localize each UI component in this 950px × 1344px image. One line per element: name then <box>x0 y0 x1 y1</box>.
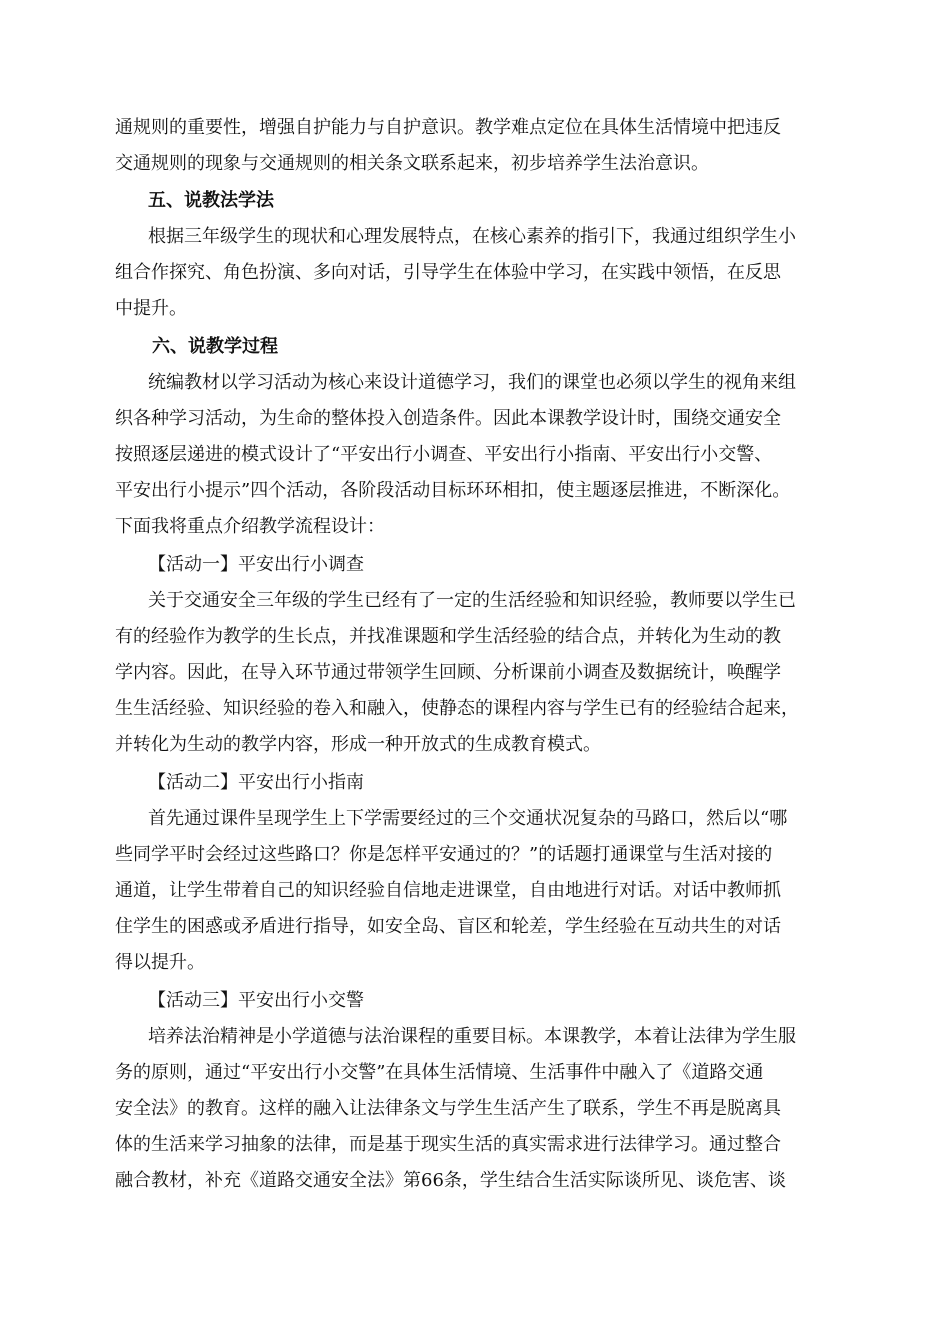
body-text-line: 培养法治精神是小学道德与法治课程的重要目标。本课教学，本着让法律为学生服 <box>148 1026 796 1047</box>
body-text-line: 通规则的重要性，增强自护能力与自护意识。教学难点定位在具体生活情境中把违反 <box>115 117 781 138</box>
body-text-line: 学内容。因此，在导入环节通过带领学生回顾、分析课前小调查及数据统计，唤醒学 <box>115 662 781 683</box>
body-text-line: 体的生活来学习抽象的法律，而是基于现实生活的真实需求进行法律学习。通过整合 <box>115 1134 781 1155</box>
body-text-line: 些同学平时会经过这些路口？你是怎样平安通过的？”的话题打通课堂与生活对接的 <box>115 844 773 865</box>
body-text-line: 按照逐层递进的模式设计了“平安出行小调查、平安出行小指南、平安出行小交警、 <box>115 444 773 465</box>
body-text-line: 首先通过课件呈现学生上下学需要经过的三个交通状况复杂的马路口，然后以“哪 <box>148 808 788 829</box>
body-text-line: 得以提升。 <box>115 952 205 973</box>
body-text-line: 中提升。 <box>115 298 187 319</box>
body-text-line: 安全法》的教育。这样的融入让法律条文与学生生活产生了联系，学生不再是脱离具 <box>115 1098 781 1119</box>
body-text-line: 生生活经验、知识经验的卷入和融入，使静态的课程内容与学生已有的经验结合起来， <box>115 698 799 719</box>
body-text-line: 有的经验作为教学的生长点，并找准课题和学生活经验的结合点，并转化为生动的教 <box>115 626 781 647</box>
activity-heading: 【活动三】平安出行小交警 <box>148 990 364 1011</box>
body-text-line: 平安出行小提示”四个活动，各阶段活动目标环环相扣，使主题逐层推进，不断深化。 <box>115 480 791 501</box>
section-heading: 五、说教法学法 <box>148 190 274 211</box>
body-text-line: 统编教材以学习活动为核心来设计道德学习，我们的课堂也必须以学生的视角来组 <box>148 372 796 393</box>
body-text-line: 组合作探究、角色扮演、多向对话，引导学生在体验中学习，在实践中领悟，在反思 <box>115 262 781 283</box>
body-text-line: 并转化为生动的教学内容，形成一种开放式的生成教育模式。 <box>115 734 601 755</box>
body-text-line: 务的原则，通过“平安出行小交警”在具体生活情境、生活事件中融入了《道路交通 <box>115 1062 764 1083</box>
body-text-line: 通道，让学生带着自己的知识经验自信地走进课堂，自由地进行对话。对话中教师抓 <box>115 880 781 901</box>
body-text-line: 住学生的困惑或矛盾进行指导，如安全岛、盲区和轮差，学生经验在互动共生的对话 <box>115 916 781 937</box>
body-text-line: 交通规则的现象与交通规则的相关条文联系起来，初步培养学生法治意识。 <box>115 153 709 174</box>
body-text-line: 关于交通安全三年级的学生已经有了一定的生活经验和知识经验，教师要以学生已 <box>148 590 796 611</box>
body-text-line: 织各种学习活动，为生命的整体投入创造条件。因此本课教学设计时，围绕交通安全 <box>115 408 781 429</box>
body-text-line: 下面我将重点介绍教学流程设计： <box>115 516 385 537</box>
activity-heading: 【活动一】平安出行小调查 <box>148 554 364 575</box>
section-heading: 六、说教学过程 <box>152 336 278 357</box>
body-text-line: 融合教材，补充《道路交通安全法》第66条，学生结合生活实际谈所见、谈危害、谈 <box>115 1170 786 1191</box>
activity-heading: 【活动二】平安出行小指南 <box>148 772 364 793</box>
body-text-line: 根据三年级学生的现状和心理发展特点，在核心素养的指引下，我通过组织学生小 <box>148 226 796 247</box>
